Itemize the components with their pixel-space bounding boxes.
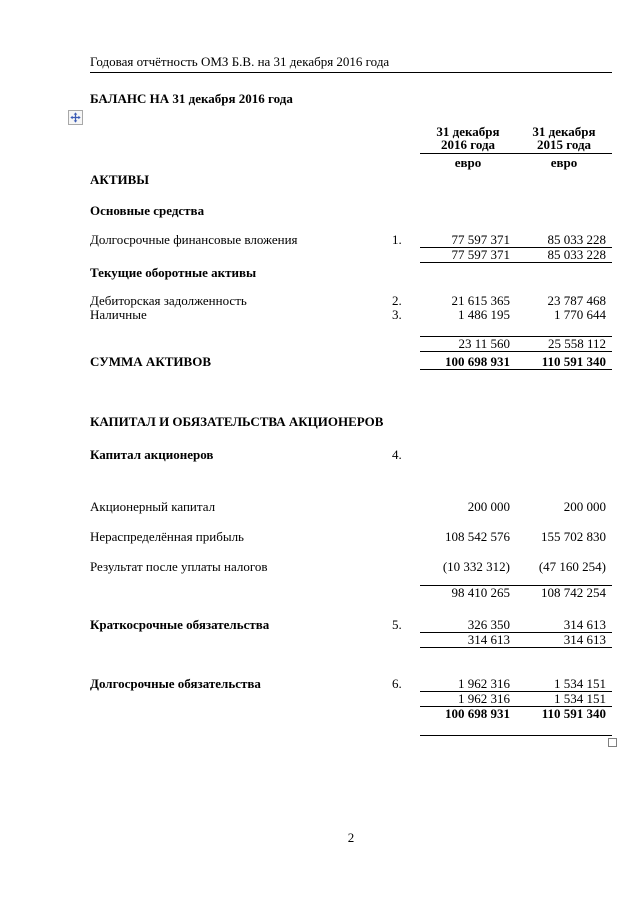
row-label: Основные средства — [90, 203, 205, 218]
section-label: КАПИТАЛ И ОБЯЗАТЕЛЬСТВА АКЦИОНЕРОВ — [90, 414, 384, 429]
table-resize-handle[interactable] — [608, 738, 617, 747]
row-long-term-liabilities-total — [90, 692, 612, 707]
row-fixed-assets-header — [90, 204, 612, 218]
table-column-headers — [420, 125, 612, 169]
value-2015: 108 742 254 — [541, 585, 606, 600]
value-2016: 1 962 316 — [458, 676, 510, 691]
value-2016: 108 542 576 — [445, 529, 510, 544]
row-long-term-investments-total — [90, 248, 612, 263]
row-current-assets-header — [90, 266, 612, 280]
value-2016: 100 698 931 — [445, 706, 510, 721]
row-values — [420, 618, 612, 633]
row-values — [420, 294, 612, 308]
row-label: СУММА АКТИВОВ — [90, 354, 211, 369]
row-shareholders-equity-header — [90, 448, 612, 462]
value-2016: 77 597 371 — [451, 232, 510, 247]
value-2016: 326 350 — [467, 617, 510, 632]
value-2016: 314 613 — [467, 632, 510, 647]
row-long-term-liabilities — [90, 677, 612, 692]
currency-2015: евро — [550, 155, 578, 170]
note-number: 1. — [392, 232, 402, 247]
value-2015: 1 534 151 — [554, 691, 606, 706]
value-2016: 1 486 195 — [458, 307, 510, 322]
row-equity-total — [90, 585, 612, 600]
row-label: Акционерный капитал — [90, 499, 216, 514]
value-2015: 110 591 340 — [541, 354, 606, 369]
row-values — [420, 248, 612, 263]
currency-2016: евро — [454, 155, 482, 170]
row-values — [420, 633, 612, 648]
row-values — [420, 336, 612, 352]
row-long-term-investments — [90, 233, 612, 248]
value-2015: 23 787 468 — [547, 293, 606, 308]
value-2016: 77 597 371 — [451, 247, 510, 262]
row-values — [420, 308, 612, 322]
row-grand-total — [90, 707, 612, 721]
row-result-after-tax — [90, 560, 612, 574]
page-title: БАЛАНС НА 31 декабря 2016 года — [90, 91, 293, 106]
value-2015: 85 033 228 — [547, 247, 606, 262]
row-share-capital — [90, 500, 612, 514]
row-label: Наличные — [90, 307, 147, 322]
currency-row — [420, 156, 612, 169]
row-label: Нераспределённая прибыль — [90, 529, 244, 544]
row-total-assets — [90, 355, 612, 370]
value-2015: 200 000 — [563, 499, 606, 514]
note-number: 2. — [392, 293, 402, 308]
value-2015: 85 033 228 — [547, 232, 606, 247]
row-retained-earnings — [90, 530, 612, 544]
section-assets — [90, 173, 612, 187]
note-number: 4. — [392, 447, 402, 462]
value-2016: 1 962 316 — [458, 691, 510, 706]
value-2015: 1 534 151 — [554, 676, 606, 691]
move-arrows-icon — [70, 112, 81, 123]
balance-sheet-table — [90, 173, 612, 736]
note-number: 6. — [392, 676, 402, 691]
row-receivables — [90, 294, 612, 308]
value-2015: 110 591 340 — [541, 706, 606, 721]
row-values — [420, 500, 612, 514]
row-values — [420, 677, 612, 692]
column-header-2015: 31 декабря 2015 года — [532, 124, 596, 152]
table-bottom-border — [420, 735, 612, 736]
value-2015: 155 702 830 — [541, 529, 606, 544]
value-2015: 1 770 644 — [554, 307, 606, 322]
row-values — [420, 355, 612, 370]
row-label: Краткосрочные обязательства — [90, 617, 270, 632]
row-label: Долгосрочные финансовые вложения — [90, 232, 298, 247]
row-values — [420, 560, 612, 574]
row-label: Капитал акционеров — [90, 447, 214, 462]
row-values — [420, 530, 612, 544]
row-values — [420, 233, 612, 248]
value-2015: 314 613 — [563, 617, 606, 632]
row-values — [420, 707, 612, 721]
row-short-term-liabilities — [90, 618, 612, 633]
section-label: АКТИВЫ — [90, 172, 150, 187]
row-cash — [90, 308, 612, 322]
value-2015: (47 160 254) — [538, 559, 606, 574]
page-number: 2 — [347, 830, 355, 845]
value-2016: 21 615 365 — [451, 293, 510, 308]
row-values — [420, 692, 612, 707]
row-label: Текущие оборотные активы — [90, 265, 257, 280]
value-2016: 100 698 931 — [445, 354, 510, 369]
value-2015: 314 613 — [563, 632, 606, 647]
column-header-row — [420, 125, 612, 154]
row-label: Дебиторская задолженность — [90, 293, 247, 308]
running-header: Годовая отчётность ОМЗ Б.В. на 31 декабря 2016 года — [90, 54, 612, 73]
value-2016: (10 332 312) — [442, 559, 510, 574]
value-2016: 200 000 — [467, 499, 510, 514]
value-2016: 98 410 265 — [451, 585, 510, 600]
value-2015: 25 558 112 — [547, 336, 606, 351]
value-2016: 23 11 560 — [458, 336, 510, 351]
row-short-term-liabilities-total — [90, 633, 612, 648]
section-equity-liabilities — [90, 415, 612, 429]
row-values — [420, 585, 612, 600]
row-label: Долгосрочные обязательства — [90, 676, 261, 691]
row-current-assets-total — [90, 336, 612, 352]
row-label: Результат после уплаты налогов — [90, 559, 268, 574]
column-header-2016: 31 декабря 2016 года — [436, 124, 500, 152]
table-move-handle[interactable] — [68, 110, 83, 125]
note-number: 3. — [392, 307, 402, 322]
note-number: 5. — [392, 617, 402, 632]
